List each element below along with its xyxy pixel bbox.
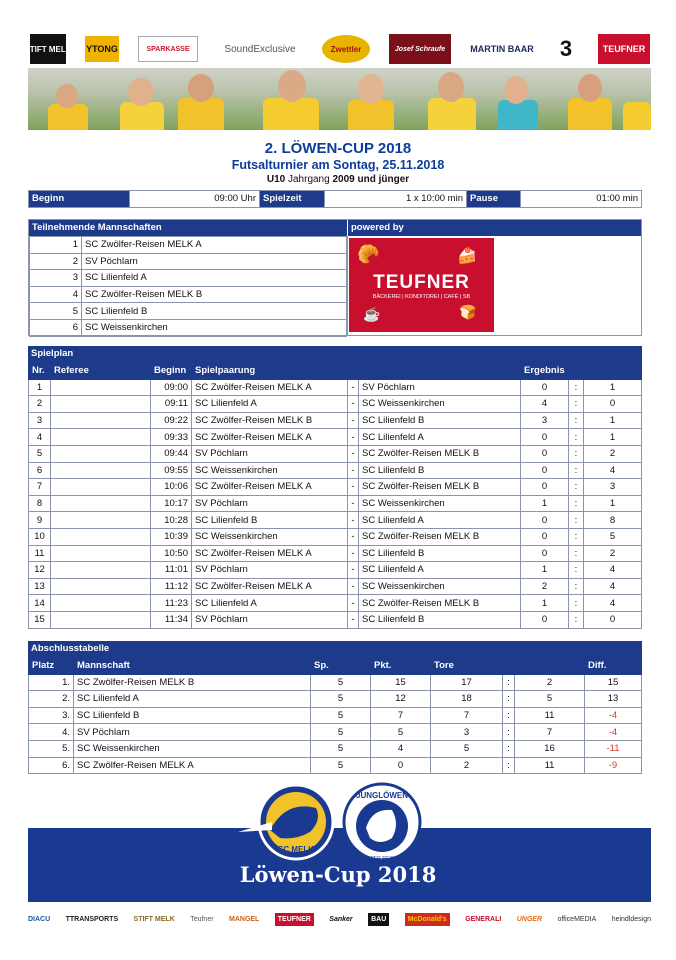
col-nr: Nr. bbox=[29, 363, 51, 380]
spielplan-heading: Spielplan bbox=[28, 346, 642, 362]
game-row bbox=[29, 545, 642, 562]
game-referee bbox=[51, 528, 151, 545]
standings-diff: -11 bbox=[585, 740, 642, 757]
game-away-team: SC Lilienfeld B bbox=[359, 611, 521, 628]
game-time: 11:12 bbox=[151, 578, 192, 595]
standings-goals-against: 16 bbox=[515, 740, 585, 757]
sponsor-martin-baar-logo: MARTIN BAAR bbox=[470, 44, 534, 54]
game-dash: - bbox=[348, 462, 359, 479]
coffee-icon: ☕ bbox=[363, 306, 381, 322]
club-logos-art bbox=[0, 780, 676, 870]
game-dash: - bbox=[348, 429, 359, 446]
game-away-goals: 4 bbox=[584, 562, 642, 579]
game-referee bbox=[51, 396, 151, 413]
game-row bbox=[29, 611, 642, 628]
club-logos bbox=[0, 780, 676, 866]
game-dash: - bbox=[348, 495, 359, 512]
standings-goals-against: 2 bbox=[515, 674, 585, 691]
game-dash: - bbox=[348, 445, 359, 462]
game-row bbox=[29, 495, 642, 512]
col-diff: Diff. bbox=[585, 658, 642, 675]
game-row bbox=[29, 578, 642, 595]
game-away-team: SC Zwölfer-Reisen MELK B bbox=[359, 445, 521, 462]
sponsor-bau-logo: BAU bbox=[368, 913, 389, 926]
game-row bbox=[29, 479, 642, 496]
game-number: 14 bbox=[29, 595, 51, 612]
team-name: SC Lilienfeld B bbox=[82, 303, 347, 320]
game-away-goals: 1 bbox=[584, 495, 642, 512]
game-time: 09:00 bbox=[151, 379, 192, 396]
game-home-team: SV Pöchlarn bbox=[192, 562, 348, 579]
game-number: 7 bbox=[29, 479, 51, 496]
standings-colon: : bbox=[503, 674, 515, 691]
standings-colon: : bbox=[503, 707, 515, 724]
bottom-sponsor-row bbox=[28, 904, 651, 934]
standings-goals-against: 7 bbox=[515, 724, 585, 741]
beginn-value: 09:00 Uhr bbox=[130, 191, 260, 208]
game-colon: : bbox=[569, 562, 584, 579]
standings-games: 5 bbox=[311, 757, 371, 774]
game-referee bbox=[51, 445, 151, 462]
game-away-goals: 0 bbox=[584, 396, 642, 413]
standings-games: 5 bbox=[311, 724, 371, 741]
spielplan-table bbox=[28, 362, 642, 629]
game-number: 13 bbox=[29, 578, 51, 595]
page-title: 2. LÖWEN-CUP 2018 bbox=[264, 140, 412, 157]
standings-row bbox=[29, 757, 642, 774]
game-row bbox=[29, 429, 642, 446]
game-number: 1 bbox=[29, 379, 51, 396]
team-number: 2 bbox=[30, 253, 82, 270]
standings-team: SC Weissenkirchen bbox=[74, 740, 311, 757]
sponsor-zwettler-logo: Zwettler bbox=[322, 35, 370, 63]
bread-icon: 🍞 bbox=[459, 304, 477, 320]
team-row bbox=[30, 270, 347, 287]
game-referee bbox=[51, 611, 151, 628]
game-dash: - bbox=[348, 611, 359, 628]
col-platz: Platz bbox=[29, 658, 74, 675]
game-time: 09:44 bbox=[151, 445, 192, 462]
teams-section bbox=[28, 219, 642, 336]
cake-icon: 🍰 bbox=[457, 248, 477, 265]
game-away-goals: 5 bbox=[584, 528, 642, 545]
game-time: 10:06 bbox=[151, 479, 192, 496]
standings-points: 4 bbox=[371, 740, 431, 757]
game-home-goals: 2 bbox=[521, 578, 569, 595]
team-number: 3 bbox=[30, 270, 82, 287]
sponsor-soundexclusive-logo: SoundExclusive bbox=[224, 43, 296, 55]
game-colon: : bbox=[569, 611, 584, 628]
team-name: SC Weissenkirchen bbox=[82, 319, 347, 336]
game-colon: : bbox=[569, 512, 584, 529]
game-away-goals: 4 bbox=[584, 462, 642, 479]
standings-diff: 15 bbox=[585, 674, 642, 691]
team-number: 1 bbox=[30, 237, 82, 254]
game-home-team: SV Pöchlarn bbox=[192, 445, 348, 462]
game-home-goals: 0 bbox=[521, 379, 569, 396]
game-referee bbox=[51, 512, 151, 529]
team-name: SC Zwölfer-Reisen MELK A bbox=[82, 237, 347, 254]
game-dash: - bbox=[348, 479, 359, 496]
game-dash: - bbox=[348, 545, 359, 562]
game-home-team: SC Lilienfeld A bbox=[192, 396, 348, 413]
standings-goals-for: 7 bbox=[431, 707, 503, 724]
game-time: 10:50 bbox=[151, 545, 192, 562]
game-home-team: SC Lilienfeld B bbox=[192, 512, 348, 529]
sponsor-stift-melk-logo: STIFT MELK bbox=[30, 34, 66, 64]
col-tore: Tore bbox=[431, 658, 503, 675]
teufner-powered-logo: 🥐 🍰 TEUFNER BÄCKEREI | KONDITOREI | CAFÉ | SB ☕ 🍞 bbox=[349, 238, 494, 332]
standings-games: 5 bbox=[311, 740, 371, 757]
game-colon: : bbox=[569, 412, 584, 429]
svg-text:JUNGLÖWEN: JUNGLÖWEN bbox=[356, 791, 408, 800]
col-ergebnis: Ergebnis bbox=[521, 363, 569, 380]
pause-value: 01:00 min bbox=[521, 191, 642, 208]
col-beginn: Beginn bbox=[151, 363, 192, 380]
game-referee bbox=[51, 412, 151, 429]
game-colon: : bbox=[569, 479, 584, 496]
page-subtitle: Futsalturnier am Sontag, 25.11.2018 bbox=[231, 158, 445, 172]
game-away-team: SC Weissenkirchen bbox=[359, 578, 521, 595]
sponsor-diacu-logo: DIACU bbox=[28, 915, 51, 923]
standings-diff: -4 bbox=[585, 724, 642, 741]
sponsor-sparkasse-logo: SPARKASSE bbox=[138, 36, 198, 62]
standings-team: SC Zwölfer-Reisen MELK A bbox=[74, 757, 311, 774]
spielplan-section bbox=[28, 346, 642, 629]
sponsor-teufner-red-logo: TEUFNER bbox=[275, 913, 314, 926]
standings-goals-for: 17 bbox=[431, 674, 503, 691]
game-away-goals: 2 bbox=[584, 445, 642, 462]
sponsor-unger-logo: UNGER bbox=[516, 915, 543, 923]
team-row bbox=[30, 303, 347, 320]
standings-row bbox=[29, 724, 642, 741]
game-dash: - bbox=[348, 512, 359, 529]
game-away-team: SC Lilienfeld B bbox=[359, 462, 521, 479]
game-away-team: SC Weissenkirchen bbox=[359, 396, 521, 413]
standings-points: 0 bbox=[371, 757, 431, 774]
col-sp: Sp. bbox=[311, 658, 371, 675]
sponsor-mcdonalds-logo: McDonald's bbox=[405, 913, 450, 926]
game-home-goals: 0 bbox=[521, 545, 569, 562]
standings-goals-for: 18 bbox=[431, 691, 503, 708]
standings-colon: : bbox=[503, 724, 515, 741]
game-referee bbox=[51, 479, 151, 496]
sponsor-generali-logo: GENERALI bbox=[465, 915, 502, 923]
hero-photo bbox=[28, 68, 651, 130]
game-away-team: SC Lilienfeld A bbox=[359, 429, 521, 446]
svg-text:SC MELK: SC MELK bbox=[278, 845, 314, 854]
standings-colon: : bbox=[503, 757, 515, 774]
game-away-team: SC Lilienfeld A bbox=[359, 512, 521, 529]
team-row bbox=[30, 319, 347, 336]
spielzeit-label: Spielzeit bbox=[260, 191, 325, 208]
game-number: 8 bbox=[29, 495, 51, 512]
standings-points: 7 bbox=[371, 707, 431, 724]
standings-colon: : bbox=[503, 740, 515, 757]
game-away-goals: 3 bbox=[584, 479, 642, 496]
game-home-goals: 0 bbox=[521, 479, 569, 496]
pastry-icon: 🥐 bbox=[357, 244, 380, 264]
beginn-label: Beginn bbox=[29, 191, 130, 208]
standings-points: 12 bbox=[371, 691, 431, 708]
game-referee bbox=[51, 595, 151, 612]
game-time: 11:23 bbox=[151, 595, 192, 612]
sponsor-three-logo: 3 bbox=[559, 36, 573, 61]
standings-heading: Abschlusstabelle bbox=[28, 641, 642, 657]
standings-points: 15 bbox=[371, 674, 431, 691]
game-number: 5 bbox=[29, 445, 51, 462]
game-colon: : bbox=[569, 396, 584, 413]
game-home-team: SC Lilienfeld A bbox=[192, 595, 348, 612]
standings-goals-against: 5 bbox=[515, 691, 585, 708]
game-row bbox=[29, 562, 642, 579]
game-dash: - bbox=[348, 595, 359, 612]
pause-label: Pause bbox=[467, 191, 521, 208]
game-colon: : bbox=[569, 578, 584, 595]
game-row bbox=[29, 512, 642, 529]
game-home-goals: 1 bbox=[521, 562, 569, 579]
standings-place: 4. bbox=[29, 724, 74, 741]
game-number: 11 bbox=[29, 545, 51, 562]
standings-goals-for: 2 bbox=[431, 757, 503, 774]
standings-row bbox=[29, 740, 642, 757]
game-number: 2 bbox=[29, 396, 51, 413]
game-home-goals: 0 bbox=[521, 445, 569, 462]
game-home-goals: 0 bbox=[521, 462, 569, 479]
standings-place: 1. bbox=[29, 674, 74, 691]
standings-goals-against: 11 bbox=[515, 707, 585, 724]
col-referee: Referee bbox=[51, 363, 151, 380]
game-home-goals: 4 bbox=[521, 396, 569, 413]
standings-section bbox=[28, 641, 642, 774]
game-away-team: SV Pöchlarn bbox=[359, 379, 521, 396]
game-row bbox=[29, 412, 642, 429]
game-number: 3 bbox=[29, 412, 51, 429]
standings-table bbox=[28, 657, 642, 774]
game-time: 10:39 bbox=[151, 528, 192, 545]
sponsor-stift-logo: STIFT MELK bbox=[133, 915, 175, 923]
teams-table bbox=[29, 236, 347, 337]
game-number: 6 bbox=[29, 462, 51, 479]
game-colon: : bbox=[569, 445, 584, 462]
game-away-team: SC Lilienfeld B bbox=[359, 545, 521, 562]
teams-heading: Teilnehmende Mannschaften bbox=[29, 220, 347, 236]
footer-banner-title: Löwen-Cup 2018 bbox=[239, 862, 437, 887]
game-referee bbox=[51, 545, 151, 562]
standings-place: 5. bbox=[29, 740, 74, 757]
sponsor-teufner-logo: TEUFNER bbox=[598, 34, 650, 64]
sponsor-heindldesign-logo: heindldesign bbox=[611, 915, 651, 923]
game-away-team: SC Zwölfer-Reisen MELK B bbox=[359, 528, 521, 545]
game-away-team: SC Zwölfer-Reisen MELK B bbox=[359, 479, 521, 496]
sponsor-transports-logo: TTRANSPORTS bbox=[65, 915, 119, 923]
game-home-goals: 0 bbox=[521, 528, 569, 545]
game-home-team: SC Zwölfer-Reisen MELK A bbox=[192, 379, 348, 396]
standings-place: 3. bbox=[29, 707, 74, 724]
standings-row bbox=[29, 691, 642, 708]
game-away-goals: 8 bbox=[584, 512, 642, 529]
game-time: 09:11 bbox=[151, 396, 192, 413]
game-row bbox=[29, 379, 642, 396]
top-sponsor-row bbox=[24, 30, 650, 68]
game-number: 10 bbox=[29, 528, 51, 545]
game-referee bbox=[51, 462, 151, 479]
team-number: 4 bbox=[30, 286, 82, 303]
game-home-team: SV Pöchlarn bbox=[192, 495, 348, 512]
game-home-team: SC Zwölfer-Reisen MELK A bbox=[192, 429, 348, 446]
spielzeit-value: 1 x 10:00 min bbox=[325, 191, 467, 208]
game-away-goals: 1 bbox=[584, 412, 642, 429]
sponsor-schraufe-logo: Josef Schraufe bbox=[389, 34, 451, 64]
game-row bbox=[29, 528, 642, 545]
game-colon: : bbox=[569, 528, 584, 545]
game-row bbox=[29, 462, 642, 479]
timing-table bbox=[28, 190, 642, 208]
game-away-goals: 1 bbox=[584, 379, 642, 396]
game-colon: : bbox=[569, 462, 584, 479]
game-referee bbox=[51, 578, 151, 595]
game-time: 09:33 bbox=[151, 429, 192, 446]
standings-points: 5 bbox=[371, 724, 431, 741]
title-block bbox=[0, 140, 676, 185]
game-away-goals: 2 bbox=[584, 545, 642, 562]
game-away-team: SC Lilienfeld A bbox=[359, 562, 521, 579]
game-home-goals: 3 bbox=[521, 412, 569, 429]
sponsor-ytong-logo: YTONG bbox=[85, 36, 119, 62]
standings-team: SC Lilienfeld B bbox=[74, 707, 311, 724]
game-home-goals: 0 bbox=[521, 512, 569, 529]
team-name: SV Pöchlarn bbox=[82, 253, 347, 270]
team-row bbox=[30, 253, 347, 270]
standings-team: SC Zwölfer-Reisen MELK B bbox=[74, 674, 311, 691]
game-colon: : bbox=[569, 379, 584, 396]
game-colon: : bbox=[569, 595, 584, 612]
standings-goals-for: 5 bbox=[431, 740, 503, 757]
standings-games: 5 bbox=[311, 707, 371, 724]
game-home-team: SC Zwölfer-Reisen MELK B bbox=[192, 412, 348, 429]
team-row bbox=[30, 286, 347, 303]
standings-place: 2. bbox=[29, 691, 74, 708]
standings-games: 5 bbox=[311, 691, 371, 708]
standings-header-row bbox=[29, 658, 642, 675]
game-home-team: SC Zwölfer-Reisen MELK A bbox=[192, 479, 348, 496]
game-referee bbox=[51, 429, 151, 446]
game-number: 4 bbox=[29, 429, 51, 446]
game-time: 09:22 bbox=[151, 412, 192, 429]
game-time: 10:17 bbox=[151, 495, 192, 512]
game-away-team: SC Zwölfer-Reisen MELK B bbox=[359, 595, 521, 612]
standings-diff: -4 bbox=[585, 707, 642, 724]
game-time: 11:01 bbox=[151, 562, 192, 579]
game-time: 11:34 bbox=[151, 611, 192, 628]
age-category: U10 Jahrgang 2009 und jünger bbox=[266, 174, 410, 185]
sponsor-officemedia-logo: officeMEDIA bbox=[557, 915, 597, 923]
game-home-goals: 1 bbox=[521, 595, 569, 612]
game-referee bbox=[51, 495, 151, 512]
col-paarung: Spielpaarung bbox=[192, 363, 348, 380]
game-colon: : bbox=[569, 495, 584, 512]
game-away-team: SC Lilienfeld B bbox=[359, 412, 521, 429]
standings-goals-against: 11 bbox=[515, 757, 585, 774]
standings-team: SV Pöchlarn bbox=[74, 724, 311, 741]
game-time: 10:28 bbox=[151, 512, 192, 529]
standings-place: 6. bbox=[29, 757, 74, 774]
game-time: 09:55 bbox=[151, 462, 192, 479]
team-number: 6 bbox=[30, 319, 82, 336]
game-row bbox=[29, 595, 642, 612]
game-number: 12 bbox=[29, 562, 51, 579]
game-dash: - bbox=[348, 379, 359, 396]
standings-goals-for: 3 bbox=[431, 724, 503, 741]
sponsor-sanker-logo: Sanker bbox=[329, 915, 353, 923]
standings-diff: -9 bbox=[585, 757, 642, 774]
col-mannschaft: Mannschaft bbox=[74, 658, 311, 675]
team-name: SC Zwölfer-Reisen MELK B bbox=[82, 286, 347, 303]
game-referee bbox=[51, 379, 151, 396]
game-home-goals: 0 bbox=[521, 429, 569, 446]
standings-row bbox=[29, 707, 642, 724]
game-home-team: SC Zwölfer-Reisen MELK A bbox=[192, 545, 348, 562]
game-referee bbox=[51, 562, 151, 579]
game-away-goals: 4 bbox=[584, 595, 642, 612]
game-away-team: SC Weissenkirchen bbox=[359, 495, 521, 512]
game-home-team: SC Weissenkirchen bbox=[192, 462, 348, 479]
game-dash: - bbox=[348, 578, 359, 595]
sponsor-mangel-logo: MANGEL bbox=[229, 915, 260, 923]
standings-games: 5 bbox=[311, 674, 371, 691]
powered-heading: powered by bbox=[347, 220, 641, 236]
standings-diff: 13 bbox=[585, 691, 642, 708]
game-dash: - bbox=[348, 412, 359, 429]
standings-team: SC Lilienfeld A bbox=[74, 691, 311, 708]
team-name: SC Lilienfeld A bbox=[82, 270, 347, 287]
standings-row bbox=[29, 674, 642, 691]
game-away-goals: 1 bbox=[584, 429, 642, 446]
game-dash: - bbox=[348, 396, 359, 413]
game-home-team: SC Zwölfer-Reisen MELK A bbox=[192, 578, 348, 595]
game-colon: : bbox=[569, 545, 584, 562]
game-dash: - bbox=[348, 562, 359, 579]
game-colon: : bbox=[569, 429, 584, 446]
team-row bbox=[30, 237, 347, 254]
sponsor-teufner-small-logo: Teufner bbox=[190, 915, 214, 923]
game-away-goals: 4 bbox=[584, 578, 642, 595]
game-home-goals: 0 bbox=[521, 611, 569, 628]
game-number: 9 bbox=[29, 512, 51, 529]
game-row bbox=[29, 445, 642, 462]
game-away-goals: 0 bbox=[584, 611, 642, 628]
game-home-team: SC Weissenkirchen bbox=[192, 528, 348, 545]
game-row bbox=[29, 396, 642, 413]
svg-text:SC ZWÖLFER-REISEN MELK: SC ZWÖLFER-REISEN MELK bbox=[347, 856, 417, 862]
game-number: 15 bbox=[29, 611, 51, 628]
game-home-team: SV Pöchlarn bbox=[192, 611, 348, 628]
team-number: 5 bbox=[30, 303, 82, 320]
standings-colon: : bbox=[503, 691, 515, 708]
spielplan-header-row bbox=[29, 363, 642, 380]
game-home-goals: 1 bbox=[521, 495, 569, 512]
game-dash: - bbox=[348, 528, 359, 545]
col-pkt: Pkt. bbox=[371, 658, 431, 675]
